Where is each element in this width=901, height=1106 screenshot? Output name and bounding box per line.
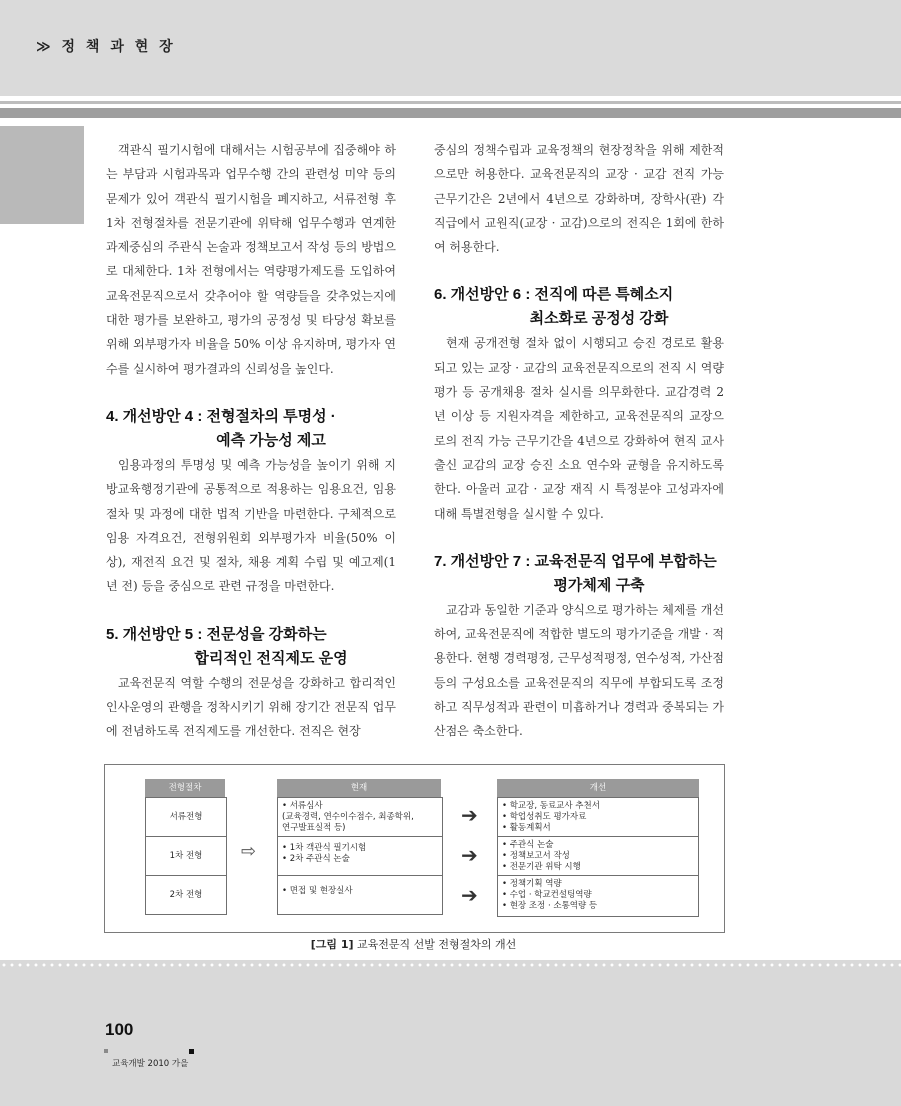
paragraph-6: 현재 공개전형 절차 없이 시행되고 승진 경로로 활용되고 있는 교장 · 교감의 교육전문직으로의 전직 시 역량평가 등 공개채용 절차 실시를 의무화한다. 교감경력 2년 이상 등 지원자격을 제한하고, 교육전문직의 교장으로의 전직 가능 근무기간을 4년으로 강화하여 현직 교사 출신 교감의 교장 승진 소요 연수와 균형을 유지하도록 한다. 아울러 교감 · 교장 재직 시 특정분야 고성과자에 대해 특별전형을 실시할 수 있다. bbox=[434, 336, 724, 521]
heading-4-line2: 예측 가능성 제고 bbox=[216, 431, 326, 449]
heading-6-line2: 최소화로 공정성 강화 bbox=[529, 310, 669, 328]
intro-paragraph: 객관식 필기시험에 대해서는 시험공부에 집중해야 하는 부담과 시험과목과 업무수행 간의 관련성 미약 등의 문제가 있어 객관식 필기시험을 폐지하고, 서류전형 후 1차 전형절차를 전문기관에 위탁해 업무수행과 연계한 과제중심의 주관식 논술과 정책보고서 작성 등의 방법으로 대체한다. 1차 전형에서는 역량평가제도를 도입하여 교육전문직으로서 갖추어야 할 역량들을 갖추었는지에 대한 평가를 보완하고, 평가의 공정성 및 타당성 확보를 위해 외부평가자 비율을 50% 이상 유지하며, 평가자 연수를 실시하여 평가결과의 신뢰성을 높인다. bbox=[106, 143, 396, 376]
improved-2-line-3: • 전문기관 위탁 시행 bbox=[502, 862, 581, 872]
section-label: ≫ 정 책 과 현 장 bbox=[36, 39, 176, 55]
header-stage: 전형절차 bbox=[145, 779, 225, 797]
heading-6-line1: 6. 개선방안 6 : 전직에 따른 특혜소지 bbox=[434, 286, 674, 304]
heading-4-line1: 4. 개선방안 4 : 전형절차의 투명성 · bbox=[106, 407, 336, 425]
footer-square-dark bbox=[189, 1049, 194, 1054]
improved-3-line-3: • 현장 조정 · 소통역량 등 bbox=[502, 901, 598, 911]
heading-7-line2: 평가체제 구축 bbox=[553, 576, 645, 594]
continued-paragraph: 중심의 정책수립과 교육정책의 현장정착을 위해 제한적으로만 허용한다. 교육전문직의 교장 · 교감 전직 가능 근무기간은 2년에서 4년으로 강화하며, 장학사(관) 각 직급에서 교원직(교장 · 교감)으로의 전직은 1회에 한하여 허용한다. bbox=[434, 143, 724, 255]
stage-cell-1: 서류전형 bbox=[145, 797, 227, 837]
caption-text: 교육전문직 선발 전형절차의 개선 bbox=[353, 938, 517, 951]
dotted-separator bbox=[0, 960, 901, 970]
current-1-line-2: (교육경력, 연수이수점수, 최종학위, bbox=[282, 812, 414, 822]
figure-caption bbox=[104, 936, 723, 952]
improved-1-line-1: • 학교장, 동료교사 추천서 bbox=[502, 801, 600, 811]
stage-cell-3: 2차 전형 bbox=[145, 875, 227, 915]
improved-cell-2 bbox=[497, 836, 699, 878]
footer-square-light bbox=[104, 1049, 108, 1053]
left-column bbox=[106, 138, 396, 744]
paragraph-7: 교감과 동일한 기준과 양식으로 평가하는 체제를 개선하여, 교육전문직에 적합한 별도의 평가기준을 개발 · 적용한다. 현행 경력평정, 근무성적평정, 연수성적, 가산점 등의 구성요소를 교육전문직의 직무에 부합되도록 조정하고 직무성적과 관련이 미흡하거나 경력과 중복되는 가산점은 축소한다. bbox=[434, 602, 724, 739]
outline-right-arrow-icon: ⇨ bbox=[241, 841, 257, 862]
heading-7-line1: 7. 개선방안 7 : 교육전문직 업무에 부합하는 bbox=[434, 552, 717, 570]
header-rule-dark bbox=[0, 108, 901, 118]
current-3-line-1: • 면접 및 현장실사 bbox=[282, 886, 353, 896]
current-1-line-3: 연구발표실적 등) bbox=[282, 823, 346, 833]
current-cell-2 bbox=[277, 836, 443, 876]
improved-cell-3 bbox=[497, 875, 699, 917]
heading-5 bbox=[106, 623, 396, 671]
current-cell-1 bbox=[277, 797, 443, 839]
header-current: 현재 bbox=[277, 779, 441, 797]
stage-cell-2: 1차 전형 bbox=[145, 836, 227, 876]
heading-5-line1: 5. 개선방안 5 : 전문성을 강화하는 bbox=[106, 625, 327, 643]
improved-3-line-2: • 수업 · 학교컨설팅역량 bbox=[502, 890, 592, 900]
current-2-line-2: • 2차 주관식 논술 bbox=[282, 854, 350, 864]
paragraph-5: 교육전문직 역할 수행의 전문성을 강화하고 합리적인 인사운영의 관행을 정착시키기 위해 장기간 전문직 업무에 전념하도록 전직제도를 개선한다. 전직은 현장 bbox=[106, 675, 396, 739]
publication-name: 교육개발 2010 가을 bbox=[112, 1059, 189, 1069]
current-1-line-1: • 서류심사 bbox=[282, 801, 323, 811]
right-column bbox=[434, 138, 724, 744]
current-cell-3 bbox=[277, 875, 443, 915]
right-arrow-icon: ➔ bbox=[461, 883, 478, 907]
page-number: 100 bbox=[105, 1020, 134, 1039]
improved-3-line-1: • 정책기획 역량 bbox=[502, 879, 562, 889]
improved-cell-1 bbox=[497, 797, 699, 839]
figure-process-diagram bbox=[104, 764, 725, 933]
improved-2-line-2: • 정책보고서 작성 bbox=[502, 851, 570, 861]
improved-1-line-3: • 활동계획서 bbox=[502, 823, 551, 833]
current-2-line-1: • 1차 객관식 필기시험 bbox=[282, 843, 367, 853]
side-tab bbox=[0, 126, 84, 224]
paragraph-4: 임용과정의 투명성 및 예측 가능성을 높이기 위해 지방교육행정기관에 공통적으로 적용하는 임용요건, 임용 절차 및 과정에 대한 법적 기반을 마련한다. 구체적으로 임용 자격요건, 전형위원회 외부평가자 비율(50% 이상), 재전직 요건 및 절차, 채용 계획 수립 및 예고제(1년 전) 등을 중심으로 관련 규정을 마련한다. bbox=[106, 457, 396, 594]
heading-4 bbox=[106, 405, 396, 453]
header-improved: 개선 bbox=[497, 779, 699, 797]
heading-7 bbox=[434, 550, 724, 598]
right-arrow-icon: ➔ bbox=[461, 803, 478, 827]
improved-2-line-1: • 주관식 논술 bbox=[502, 840, 554, 850]
improved-1-line-2: • 학업성취도 평가자료 bbox=[502, 812, 587, 822]
right-arrow-icon: ➔ bbox=[461, 843, 478, 867]
heading-5-line2: 합리적인 전직제도 운영 bbox=[194, 649, 348, 667]
caption-label: [그림 1] bbox=[310, 938, 354, 951]
heading-6 bbox=[434, 283, 724, 331]
